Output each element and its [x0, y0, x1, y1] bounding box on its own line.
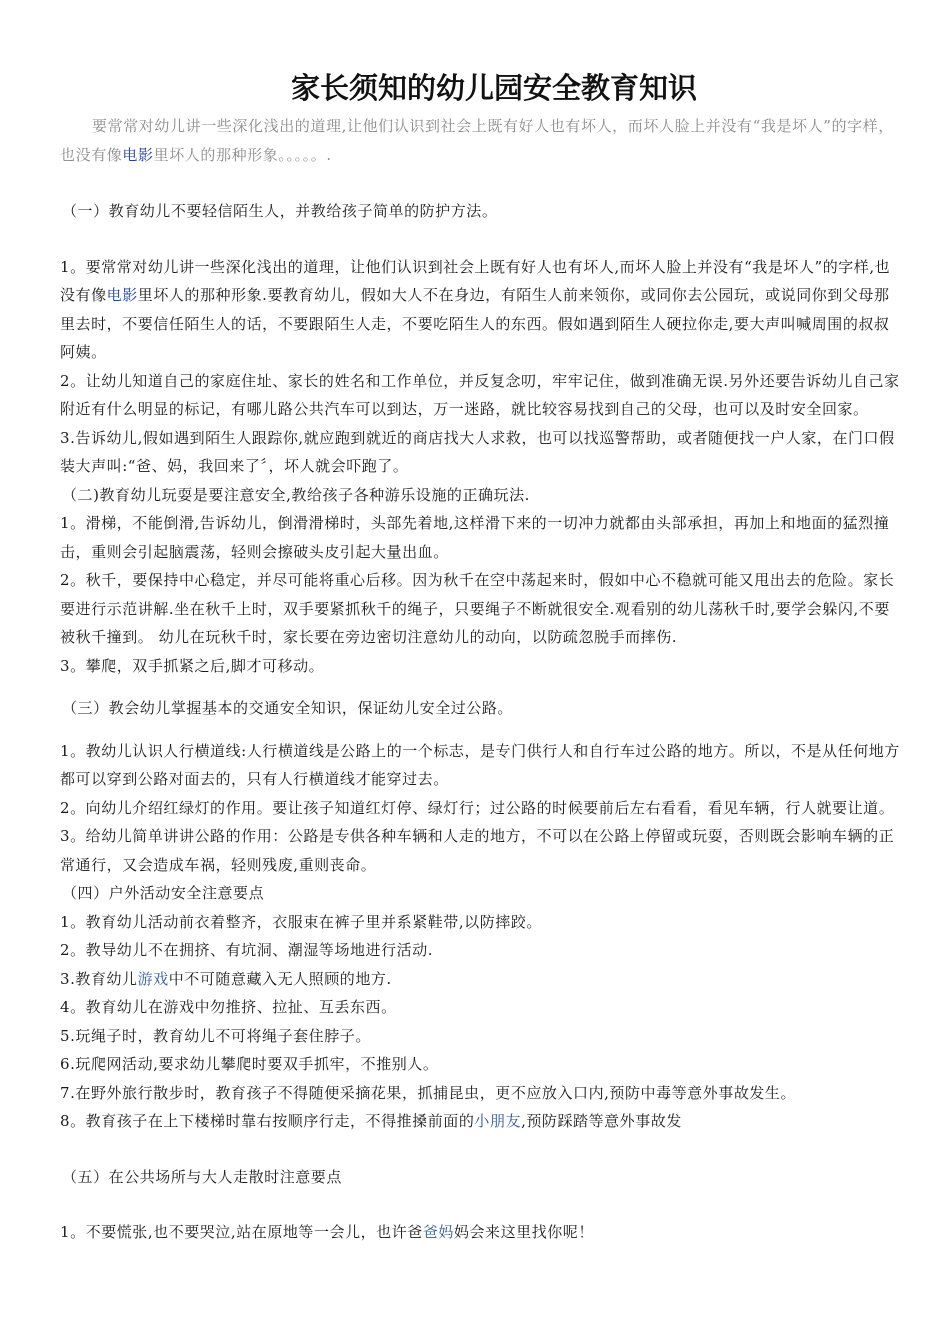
- document-page: [60, 66, 900, 1247]
- item-text-pre: 1。不要慌张,也不要哭泣,站在原地等一会儿，也许爸: [60, 1223, 423, 1241]
- intro-text-pre: 要常常对幼儿讲一些深化浅出的道理,让他们认识到社会上既有好人也有坏人，而坏人脸上并没有“我是坏人”的字样，也没有像: [60, 117, 894, 164]
- item-text-pre: 8。教育孩子在上下楼梯时靠右按顺序行走，不得推搡前面的: [60, 1112, 475, 1130]
- section-2-item-3: 3。攀爬，双手抓紧之后,脚才可移动。: [60, 656, 325, 675]
- section-3-item-2: 2。向幼儿介绍红绿灯的作用。要让孩子知道红灯停、绿灯行；过公路的时候要前后左右看看，看见车辆，行人就要让道。: [60, 798, 895, 817]
- game-link[interactable]: 游戏: [137, 969, 169, 988]
- item-text-pre: 3.教育幼儿: [60, 969, 138, 988]
- section-1-item-1: [60, 253, 900, 367]
- section-5-heading: （五）在公共场所与大人走散时注意要点: [62, 1167, 342, 1186]
- kids-link[interactable]: 小朋友: [474, 1112, 522, 1130]
- section-4-item-5: 5.玩绳子时，教育幼儿不可将绳子套住脖子。: [60, 1026, 371, 1045]
- section-4-item-8: [60, 1107, 900, 1136]
- intro-paragraph: [60, 112, 900, 170]
- section-4-item-6: 6.玩爬网活动,要求幼儿攀爬时要双手抓牢，不推别人。: [60, 1055, 439, 1073]
- section-4-item-2: 2。教导幼儿不在拥挤、有坑洞、潮湿等场地进行活动.: [60, 941, 434, 959]
- section-4-item-1: 1。教育幼儿活动前衣着整齐，衣服束在裤子里并系紧鞋带,以防摔跤。: [60, 912, 542, 931]
- section-1-item-3: 3.告诉幼儿,假如遇到陌生人跟踪你,就应跑到就近的商店找大人求救，也可以找巡警帮助，或者随便找一户人家，在门口假装大声叫:“爸、妈，我回来了〞，坏人就会吓跑了。: [60, 428, 895, 475]
- section-4-item-7: 7.在野外旅行散步时，教育孩子不得随便采摘花果，抓捕昆虫，更不应放入口内,预防中毒等意外事故发生。: [60, 1083, 797, 1102]
- item-text-post: 妈会来这里找你呢！: [453, 1223, 594, 1241]
- item-text-post: 里坏人的那种形象.要教育幼儿，假如大人不在身边，有陌生人前来领你，或同你去公园玩，或说同你到父母那里去时，不要信任陌生人的话，不要跟陌生人走，不要吃陌生人的东西。假如遇到陌生人硬拉你走,要大声叫喊周围的叔叔阿姨。: [60, 286, 890, 361]
- section-2-heading: （二)教育幼儿玩耍是要注意安全,教给孩子各种游乐设施的正确玩法.: [62, 485, 530, 504]
- section-3-item-3: 3。给幼儿简单讲讲公路的作用：公路是专供各种车辆和人走的地方，不可以在公路上停留或玩耍，否则既会影响车辆的正常通行，又会造成车祸，轻则残废,重则丧命。: [60, 827, 895, 874]
- section-3-item-1: 1。教幼儿认识人行横道线:人行横道线是公路上的一个标志，是专门供行人和自行车过公路的地方。所以，不是从任何地方都可以穿到公路对面去的，只有人行横道线才能穿过去。: [60, 741, 900, 788]
- item-text-post: ,预防踩踏等意外事故发: [521, 1112, 682, 1130]
- section-1-item-2: 2。让幼儿知道自己的家庭住址、家长的姓名和工作单位，并反复念叨，牢牢记住，做到准确无误.另外还要告诉幼儿自己家附近有什么明显的标记，有哪儿路公共汽车可以到达，万一迷路，就比较容易找到自己的父母，也可以及时安全回家。: [60, 371, 900, 418]
- item-text-pre: 1。要常常对幼儿讲一些深化浅出的道理，让他们认识到社会上既有好人也有坏人,而坏人脸上并没有“我是坏人”的字样,也没有像: [60, 257, 891, 304]
- item-text-post: 中不可随意藏入无人照顾的地方.: [168, 969, 392, 988]
- section-3-heading: （三）教会幼儿掌握基本的交通安全知识，保证幼儿安全过公路。: [62, 699, 513, 717]
- section-2-item-1: 1。滑梯，不能倒滑,告诉幼儿，倒滑滑梯时，头部先着地,这样滑下来的一切冲力就都由头部承担，再加上和地面的猛烈撞击，重则会引起脑震荡，轻则会擦破头皮引起大量出血。: [60, 514, 890, 561]
- movie-link-2[interactable]: 电影: [106, 286, 138, 304]
- document-title: 家长须知的幼儿园安全教育知识: [290, 71, 697, 105]
- intro-text-post: 里坏人的那种形象。。。。。.: [153, 146, 332, 164]
- section-4-item-3: [60, 965, 900, 994]
- section-1-heading: （一）教育幼儿不要轻信陌生人，并教给孩子简单的防护方法。: [62, 202, 498, 220]
- section-5-item-1: [60, 1218, 900, 1247]
- section-4-heading: （四）户外活动安全注意要点: [62, 884, 265, 902]
- parents-link[interactable]: 爸妈: [422, 1223, 454, 1241]
- movie-link[interactable]: 电影: [122, 146, 154, 164]
- section-4-item-4: 4。教育幼儿在游戏中勿推挤、拉扯、互丢东西。: [60, 998, 397, 1016]
- section-2-item-2: 2。秋千，要保持中心稳定，并尽可能将重心后移。因为秋千在空中荡起来时，假如中心不稳就可能又甩出去的危险。家长要进行示范讲解.坐在秋千上时，双手要紧抓秋千的绳子，只要绳子不断就很安全.观看别的幼儿荡秋千时,要学会躲闪,不要被秋千撞到。 幼儿在玩秋千时，家长要在旁边密切注意幼儿的动向，以防疏忽脱手而摔伤.: [60, 571, 895, 646]
